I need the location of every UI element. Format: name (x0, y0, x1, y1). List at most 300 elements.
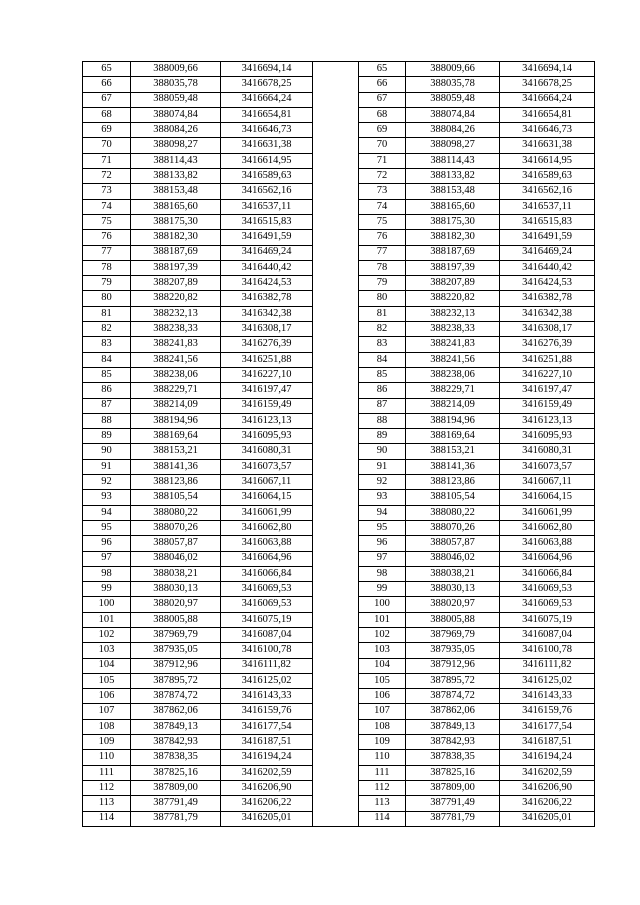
table-row (83, 322, 595, 337)
table-row (83, 123, 595, 138)
table-row (83, 673, 595, 688)
left-x-coordinate-cell: 388232,13 (131, 306, 221, 321)
column-gap-cell (313, 658, 359, 673)
left-point-number-cell: 65 (83, 62, 131, 77)
right-point-number-cell: 112 (359, 780, 406, 795)
left-x-coordinate-cell: 387935,05 (131, 643, 221, 658)
table-row (83, 276, 595, 291)
right-x-coordinate-cell: 387781,79 (406, 811, 500, 826)
table-row (83, 765, 595, 780)
column-gap-cell (313, 398, 359, 413)
column-gap-cell (313, 627, 359, 642)
right-point-number-cell: 100 (359, 597, 406, 612)
right-point-number-cell: 73 (359, 184, 406, 199)
right-point-number-cell: 91 (359, 459, 406, 474)
right-y-coordinate-cell: 3416276,39 (500, 337, 595, 352)
right-point-number-cell: 109 (359, 735, 406, 750)
left-x-coordinate-cell: 387895,72 (131, 673, 221, 688)
right-point-number-cell: 80 (359, 291, 406, 306)
right-x-coordinate-cell: 388175,30 (406, 214, 500, 229)
left-x-coordinate-cell: 388020,97 (131, 597, 221, 612)
table-row (83, 92, 595, 107)
left-x-coordinate-cell: 388009,66 (131, 62, 221, 77)
column-gap-cell (313, 750, 359, 765)
column-gap-cell (313, 735, 359, 750)
right-y-coordinate-cell: 3416064,15 (500, 490, 595, 505)
right-x-coordinate-cell: 388059,48 (406, 92, 500, 107)
column-gap-cell (313, 306, 359, 321)
right-x-coordinate-cell: 388194,96 (406, 413, 500, 428)
table-row (83, 214, 595, 229)
right-x-coordinate-cell: 387825,16 (406, 765, 500, 780)
column-gap-cell (313, 352, 359, 367)
right-y-coordinate-cell: 3416069,53 (500, 582, 595, 597)
right-point-number-cell: 92 (359, 475, 406, 490)
left-point-number-cell: 86 (83, 383, 131, 398)
table-row (83, 612, 595, 627)
left-y-coordinate-cell: 3416159,49 (221, 398, 313, 413)
right-y-coordinate-cell: 3416227,10 (500, 367, 595, 382)
left-y-coordinate-cell: 3416206,22 (221, 796, 313, 811)
left-x-coordinate-cell: 387874,72 (131, 689, 221, 704)
left-y-coordinate-cell: 3416206,90 (221, 780, 313, 795)
column-gap-cell (313, 566, 359, 581)
right-y-coordinate-cell: 3416342,38 (500, 306, 595, 321)
right-point-number-cell: 71 (359, 153, 406, 168)
right-point-number-cell: 67 (359, 92, 406, 107)
column-gap-cell (313, 597, 359, 612)
left-x-coordinate-cell: 388046,02 (131, 551, 221, 566)
right-y-coordinate-cell: 3416631,38 (500, 138, 595, 153)
right-point-number-cell: 82 (359, 322, 406, 337)
right-x-coordinate-cell: 388057,87 (406, 536, 500, 551)
left-y-coordinate-cell: 3416440,42 (221, 260, 313, 275)
left-y-coordinate-cell: 3416069,53 (221, 597, 313, 612)
right-y-coordinate-cell: 3416125,02 (500, 673, 595, 688)
table-row (83, 367, 595, 382)
left-x-coordinate-cell: 387809,00 (131, 780, 221, 795)
left-point-number-cell: 89 (83, 429, 131, 444)
right-x-coordinate-cell: 388214,09 (406, 398, 500, 413)
right-point-number-cell: 68 (359, 107, 406, 122)
table-row (83, 398, 595, 413)
left-point-number-cell: 112 (83, 780, 131, 795)
left-y-coordinate-cell: 3416100,78 (221, 643, 313, 658)
right-point-number-cell: 98 (359, 566, 406, 581)
left-x-coordinate-cell: 388059,48 (131, 92, 221, 107)
right-y-coordinate-cell: 3416202,59 (500, 765, 595, 780)
column-gap-cell (313, 322, 359, 337)
table-row (83, 658, 595, 673)
column-gap-cell (313, 123, 359, 138)
left-y-coordinate-cell: 3416589,63 (221, 169, 313, 184)
right-point-number-cell: 65 (359, 62, 406, 77)
left-y-coordinate-cell: 3416614,95 (221, 153, 313, 168)
left-x-coordinate-cell: 388169,64 (131, 429, 221, 444)
right-y-coordinate-cell: 3416589,63 (500, 169, 595, 184)
column-gap-cell (313, 230, 359, 245)
right-y-coordinate-cell: 3416515,83 (500, 214, 595, 229)
table-row (83, 138, 595, 153)
left-y-coordinate-cell: 3416469,24 (221, 245, 313, 260)
table-row (83, 796, 595, 811)
right-x-coordinate-cell: 387791,49 (406, 796, 500, 811)
right-y-coordinate-cell: 3416066,84 (500, 566, 595, 581)
left-x-coordinate-cell: 387825,16 (131, 765, 221, 780)
right-x-coordinate-cell: 388070,26 (406, 520, 500, 535)
table-row (83, 735, 595, 750)
right-point-number-cell: 93 (359, 490, 406, 505)
column-gap-cell (313, 383, 359, 398)
left-x-coordinate-cell: 388241,56 (131, 352, 221, 367)
left-y-coordinate-cell: 3416562,16 (221, 184, 313, 199)
right-x-coordinate-cell: 388098,27 (406, 138, 500, 153)
table-row (83, 719, 595, 734)
column-gap-cell (313, 138, 359, 153)
left-point-number-cell: 108 (83, 719, 131, 734)
table-row (83, 413, 595, 428)
right-x-coordinate-cell: 388238,06 (406, 367, 500, 382)
left-y-coordinate-cell: 3416064,15 (221, 490, 313, 505)
left-point-number-cell: 84 (83, 352, 131, 367)
left-y-coordinate-cell: 3416125,02 (221, 673, 313, 688)
right-y-coordinate-cell: 3416075,19 (500, 612, 595, 627)
right-point-number-cell: 84 (359, 352, 406, 367)
left-x-coordinate-cell: 388175,30 (131, 214, 221, 229)
column-gap-cell (313, 107, 359, 122)
left-x-coordinate-cell: 388080,22 (131, 505, 221, 520)
table-row (83, 337, 595, 352)
column-gap-cell (313, 444, 359, 459)
column-gap-cell (313, 169, 359, 184)
column-gap-cell (313, 62, 359, 77)
left-y-coordinate-cell: 3416067,11 (221, 475, 313, 490)
table-row (83, 520, 595, 535)
right-y-coordinate-cell: 3416491,59 (500, 230, 595, 245)
left-x-coordinate-cell: 388229,71 (131, 383, 221, 398)
right-point-number-cell: 89 (359, 429, 406, 444)
left-point-number-cell: 83 (83, 337, 131, 352)
right-x-coordinate-cell: 388207,89 (406, 276, 500, 291)
table-row (83, 566, 595, 581)
left-y-coordinate-cell: 3416075,19 (221, 612, 313, 627)
right-x-coordinate-cell: 388020,97 (406, 597, 500, 612)
right-y-coordinate-cell: 3416194,24 (500, 750, 595, 765)
right-point-number-cell: 104 (359, 658, 406, 673)
column-gap-cell (313, 520, 359, 535)
table-row (83, 383, 595, 398)
right-point-number-cell: 101 (359, 612, 406, 627)
column-gap-cell (313, 490, 359, 505)
left-y-coordinate-cell: 3416678,25 (221, 77, 313, 92)
left-point-number-cell: 101 (83, 612, 131, 627)
right-y-coordinate-cell: 3416469,24 (500, 245, 595, 260)
left-y-coordinate-cell: 3416194,24 (221, 750, 313, 765)
right-y-coordinate-cell: 3416143,33 (500, 689, 595, 704)
left-y-coordinate-cell: 3416061,99 (221, 505, 313, 520)
left-y-coordinate-cell: 3416382,78 (221, 291, 313, 306)
left-y-coordinate-cell: 3416073,57 (221, 459, 313, 474)
right-y-coordinate-cell: 3416064,96 (500, 551, 595, 566)
column-gap-cell (313, 214, 359, 229)
right-x-coordinate-cell: 388153,48 (406, 184, 500, 199)
right-point-number-cell: 86 (359, 383, 406, 398)
left-point-number-cell: 95 (83, 520, 131, 535)
table-row (83, 750, 595, 765)
left-y-coordinate-cell: 3416342,38 (221, 306, 313, 321)
table-row (83, 704, 595, 719)
left-x-coordinate-cell: 388197,39 (131, 260, 221, 275)
table-row (83, 551, 595, 566)
column-gap-cell (313, 184, 359, 199)
left-point-number-cell: 113 (83, 796, 131, 811)
right-x-coordinate-cell: 388035,78 (406, 77, 500, 92)
left-point-number-cell: 72 (83, 169, 131, 184)
left-x-coordinate-cell: 387791,49 (131, 796, 221, 811)
right-y-coordinate-cell: 3416308,17 (500, 322, 595, 337)
left-point-number-cell: 81 (83, 306, 131, 321)
left-y-coordinate-cell: 3416177,54 (221, 719, 313, 734)
column-gap-cell (313, 429, 359, 444)
left-point-number-cell: 66 (83, 77, 131, 92)
table-row (83, 444, 595, 459)
right-y-coordinate-cell: 3416664,24 (500, 92, 595, 107)
column-gap-cell (313, 689, 359, 704)
right-point-number-cell: 94 (359, 505, 406, 520)
column-gap-cell (313, 582, 359, 597)
right-x-coordinate-cell: 388038,21 (406, 566, 500, 581)
left-point-number-cell: 114 (83, 811, 131, 826)
column-gap-cell (313, 536, 359, 551)
left-y-coordinate-cell: 3416069,53 (221, 582, 313, 597)
table-row (83, 490, 595, 505)
right-y-coordinate-cell: 3416187,51 (500, 735, 595, 750)
right-x-coordinate-cell: 388114,43 (406, 153, 500, 168)
left-point-number-cell: 96 (83, 536, 131, 551)
left-y-coordinate-cell: 3416664,24 (221, 92, 313, 107)
right-y-coordinate-cell: 3416646,73 (500, 123, 595, 138)
right-y-coordinate-cell: 3416063,88 (500, 536, 595, 551)
left-point-number-cell: 99 (83, 582, 131, 597)
column-gap-cell (313, 704, 359, 719)
left-y-coordinate-cell: 3416159,76 (221, 704, 313, 719)
column-gap-cell (313, 291, 359, 306)
right-x-coordinate-cell: 387809,00 (406, 780, 500, 795)
left-x-coordinate-cell: 388194,96 (131, 413, 221, 428)
left-point-number-cell: 88 (83, 413, 131, 428)
right-x-coordinate-cell: 387935,05 (406, 643, 500, 658)
left-point-number-cell: 85 (83, 367, 131, 382)
right-x-coordinate-cell: 388241,56 (406, 352, 500, 367)
right-x-coordinate-cell: 387874,72 (406, 689, 500, 704)
left-x-coordinate-cell: 388038,21 (131, 566, 221, 581)
right-x-coordinate-cell: 388005,88 (406, 612, 500, 627)
column-gap-cell (313, 719, 359, 734)
column-gap-cell (313, 612, 359, 627)
right-point-number-cell: 110 (359, 750, 406, 765)
left-y-coordinate-cell: 3416205,01 (221, 811, 313, 826)
column-gap-cell (313, 811, 359, 826)
left-x-coordinate-cell: 388141,36 (131, 459, 221, 474)
left-point-number-cell: 80 (83, 291, 131, 306)
left-x-coordinate-cell: 388035,78 (131, 77, 221, 92)
left-x-coordinate-cell: 388153,21 (131, 444, 221, 459)
right-point-number-cell: 102 (359, 627, 406, 642)
right-y-coordinate-cell: 3416159,49 (500, 398, 595, 413)
column-gap-cell (313, 551, 359, 566)
table-row (83, 627, 595, 642)
left-y-coordinate-cell: 3416694,14 (221, 62, 313, 77)
left-x-coordinate-cell: 387912,96 (131, 658, 221, 673)
right-point-number-cell: 88 (359, 413, 406, 428)
left-point-number-cell: 79 (83, 276, 131, 291)
left-y-coordinate-cell: 3416095,93 (221, 429, 313, 444)
left-x-coordinate-cell: 388098,27 (131, 138, 221, 153)
left-point-number-cell: 87 (83, 398, 131, 413)
right-x-coordinate-cell: 388182,30 (406, 230, 500, 245)
left-point-number-cell: 76 (83, 230, 131, 245)
left-y-coordinate-cell: 3416654,81 (221, 107, 313, 122)
right-y-coordinate-cell: 3416061,99 (500, 505, 595, 520)
column-gap-cell (313, 765, 359, 780)
right-point-number-cell: 114 (359, 811, 406, 826)
left-x-coordinate-cell: 387781,79 (131, 811, 221, 826)
right-y-coordinate-cell: 3416197,47 (500, 383, 595, 398)
coordinate-table-body (83, 62, 595, 827)
column-gap-cell (313, 673, 359, 688)
right-point-number-cell: 87 (359, 398, 406, 413)
left-point-number-cell: 91 (83, 459, 131, 474)
right-x-coordinate-cell: 388074,84 (406, 107, 500, 122)
right-y-coordinate-cell: 3416177,54 (500, 719, 595, 734)
right-point-number-cell: 108 (359, 719, 406, 734)
column-gap-cell (313, 643, 359, 658)
left-point-number-cell: 97 (83, 551, 131, 566)
right-x-coordinate-cell: 388187,69 (406, 245, 500, 260)
table-row (83, 77, 595, 92)
left-x-coordinate-cell: 388220,82 (131, 291, 221, 306)
right-point-number-cell: 77 (359, 245, 406, 260)
right-x-coordinate-cell: 387838,35 (406, 750, 500, 765)
right-point-number-cell: 99 (359, 582, 406, 597)
left-point-number-cell: 69 (83, 123, 131, 138)
left-point-number-cell: 92 (83, 475, 131, 490)
left-y-coordinate-cell: 3416197,47 (221, 383, 313, 398)
right-x-coordinate-cell: 388238,33 (406, 322, 500, 337)
left-y-coordinate-cell: 3416187,51 (221, 735, 313, 750)
left-x-coordinate-cell: 388238,33 (131, 322, 221, 337)
left-point-number-cell: 109 (83, 735, 131, 750)
left-x-coordinate-cell: 388114,43 (131, 153, 221, 168)
left-x-coordinate-cell: 387862,06 (131, 704, 221, 719)
right-point-number-cell: 66 (359, 77, 406, 92)
right-point-number-cell: 79 (359, 276, 406, 291)
right-y-coordinate-cell: 3416062,80 (500, 520, 595, 535)
right-x-coordinate-cell: 388241,83 (406, 337, 500, 352)
right-x-coordinate-cell: 388133,82 (406, 169, 500, 184)
right-y-coordinate-cell: 3416251,88 (500, 352, 595, 367)
table-row (83, 184, 595, 199)
right-x-coordinate-cell: 388153,21 (406, 444, 500, 459)
right-point-number-cell: 74 (359, 199, 406, 214)
left-point-number-cell: 73 (83, 184, 131, 199)
right-point-number-cell: 75 (359, 214, 406, 229)
table-row (83, 429, 595, 444)
table-row (83, 199, 595, 214)
right-point-number-cell: 96 (359, 536, 406, 551)
right-y-coordinate-cell: 3416067,11 (500, 475, 595, 490)
right-y-coordinate-cell: 3416537,11 (500, 199, 595, 214)
right-y-coordinate-cell: 3416678,25 (500, 77, 595, 92)
right-point-number-cell: 69 (359, 123, 406, 138)
left-x-coordinate-cell: 387838,35 (131, 750, 221, 765)
column-gap-cell (313, 337, 359, 352)
left-y-coordinate-cell: 3416080,31 (221, 444, 313, 459)
left-x-coordinate-cell: 388123,86 (131, 475, 221, 490)
right-point-number-cell: 90 (359, 444, 406, 459)
right-x-coordinate-cell: 388046,02 (406, 551, 500, 566)
left-x-coordinate-cell: 388057,87 (131, 536, 221, 551)
left-point-number-cell: 100 (83, 597, 131, 612)
table-row (83, 475, 595, 490)
right-x-coordinate-cell: 388141,36 (406, 459, 500, 474)
left-x-coordinate-cell: 388153,48 (131, 184, 221, 199)
left-y-coordinate-cell: 3416202,59 (221, 765, 313, 780)
right-x-coordinate-cell: 388105,54 (406, 490, 500, 505)
column-gap-cell (313, 199, 359, 214)
left-point-number-cell: 90 (83, 444, 131, 459)
right-x-coordinate-cell: 387862,06 (406, 704, 500, 719)
right-y-coordinate-cell: 3416073,57 (500, 459, 595, 474)
left-y-coordinate-cell: 3416515,83 (221, 214, 313, 229)
table-row (83, 153, 595, 168)
table-row (83, 169, 595, 184)
left-point-number-cell: 104 (83, 658, 131, 673)
table-row (83, 536, 595, 551)
column-gap-cell (313, 260, 359, 275)
left-y-coordinate-cell: 3416646,73 (221, 123, 313, 138)
left-point-number-cell: 82 (83, 322, 131, 337)
left-y-coordinate-cell: 3416631,38 (221, 138, 313, 153)
left-point-number-cell: 78 (83, 260, 131, 275)
right-point-number-cell: 106 (359, 689, 406, 704)
right-x-coordinate-cell: 387969,79 (406, 627, 500, 642)
table-row (83, 505, 595, 520)
left-point-number-cell: 94 (83, 505, 131, 520)
column-gap-cell (313, 475, 359, 490)
left-x-coordinate-cell: 387969,79 (131, 627, 221, 642)
table-row (83, 582, 595, 597)
left-point-number-cell: 105 (83, 673, 131, 688)
column-gap-cell (313, 245, 359, 260)
column-gap-cell (313, 796, 359, 811)
left-point-number-cell: 103 (83, 643, 131, 658)
right-y-coordinate-cell: 3416382,78 (500, 291, 595, 306)
left-x-coordinate-cell: 388070,26 (131, 520, 221, 535)
left-point-number-cell: 74 (83, 199, 131, 214)
right-y-coordinate-cell: 3416206,90 (500, 780, 595, 795)
right-x-coordinate-cell: 388080,22 (406, 505, 500, 520)
table-row (83, 306, 595, 321)
left-y-coordinate-cell: 3416537,11 (221, 199, 313, 214)
left-y-coordinate-cell: 3416143,33 (221, 689, 313, 704)
right-point-number-cell: 103 (359, 643, 406, 658)
left-point-number-cell: 110 (83, 750, 131, 765)
left-x-coordinate-cell: 388030,13 (131, 582, 221, 597)
left-x-coordinate-cell: 388241,83 (131, 337, 221, 352)
left-y-coordinate-cell: 3416063,88 (221, 536, 313, 551)
table-row (83, 260, 595, 275)
